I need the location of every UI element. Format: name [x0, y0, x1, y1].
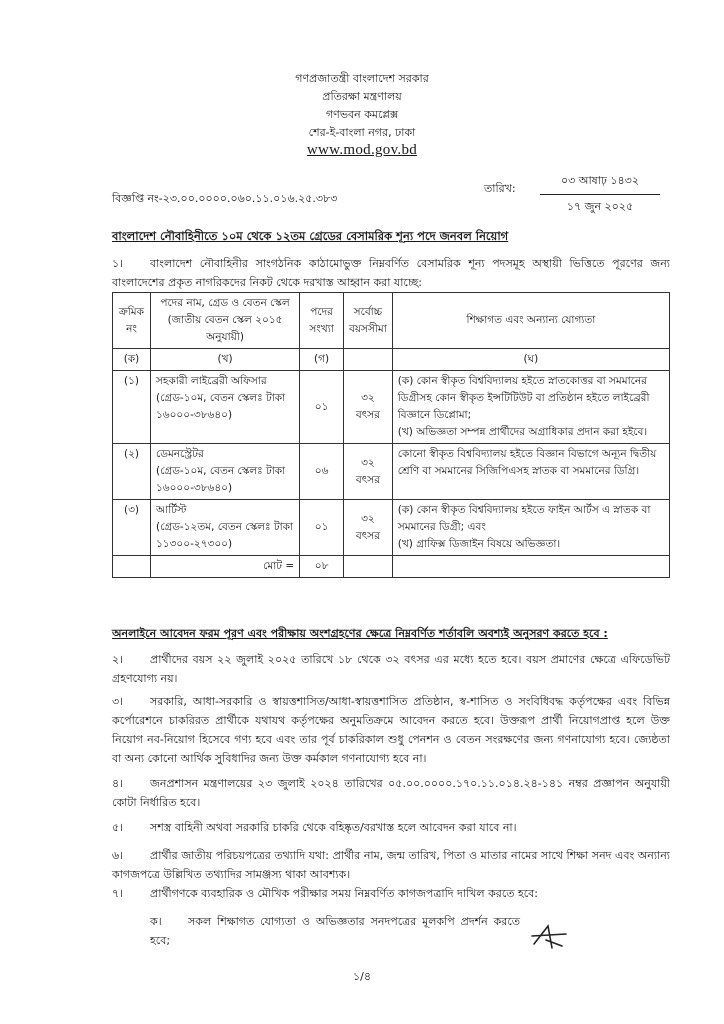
- total-blank: [113, 556, 151, 578]
- signature-initial: [528, 920, 572, 952]
- date-label: তারিখ:: [484, 182, 516, 195]
- row-post: [150, 444, 299, 500]
- paragraph-number: ৪।: [112, 777, 124, 790]
- row-count: ০১: [300, 500, 344, 556]
- post-name: সহকারী লাইব্রেরী অফিসার: [155, 375, 267, 387]
- total-blank: [392, 556, 669, 578]
- vacancy-table: [112, 292, 670, 578]
- paragraph-number: ৫।: [112, 821, 124, 834]
- row-qualification: [392, 444, 669, 500]
- date-bangla: ০৩ আষাঢ় ১৪৩২: [561, 174, 639, 187]
- paragraph-text: প্রার্থীদের বয়স ২২ জুলাই ২০২৫ তারিখে ১৮ থেকে ৩২ বৎসর এর মধ্যে হতে হবে। বয়স প্রমাণের ক্ষেত্রে এফিডেভিট গ্রহণযোগ্য নয়।: [112, 653, 670, 685]
- total-label: মোট =: [150, 556, 299, 578]
- website-link[interactable]: www.mod.gov.bd: [306, 142, 418, 158]
- post-name: আর্টিস্ট: [155, 504, 187, 516]
- condition-paragraph: [112, 774, 670, 812]
- paragraph-number: ৭।: [112, 887, 124, 900]
- paragraph-text: প্রার্থীর জাতীয় পরিচয়পত্রের তথ্যাদি যথা: প্রার্থীর নাম, জন্ম তারিখ, পিতা ও মাতার নামের সাথে শিক্ষা সনদ এবং অন্যান্য কাগজপত্রে উল্লিখিত তথ্যাদির সামঞ্জস্য থাকা আবশ্যক।: [112, 849, 670, 881]
- header-post: পদের নাম, গ্রেড ও বেতন স্কেল (জাতীয় বেতন স্কেল ২০১৫ অনুযায়ী): [150, 293, 299, 349]
- qualification-item: (ক) কোন স্বীকৃত বিশ্ববিদ্যালয় হইতে স্নাতকোত্তর বা সমমানের ডিগ্রীসহ কোন স্বীকৃত ইন্সটিটিউট বা প্রতিষ্ঠান হইতে লাইব্রেরী বিজ্ঞানে ডিপ্লোমা;: [397, 375, 650, 421]
- paragraph-text: সশস্ত্র বাহিনী অথবা সরকারি চাকরি থেকে বহিষ্কৃত/বরখাস্ত হলে আবেদন করা যাবে না।: [150, 821, 517, 834]
- row-post: [150, 500, 299, 556]
- post-scale: (গ্রেড-১০ম, বেতন স্কেলঃ টাকা ১৬০০০-৩৮৬৪০): [155, 392, 286, 421]
- paragraph-text: বাংলাদেশ নৌবাহিনীর সাংগঠনিক কাঠামোভুক্ত নিম্নবর্ণিত বেসামরিক শূন্য পদসমূহ অস্থায়ী ভিত্তিতে পূরণের জন্য বাংলাদেশের প্রকৃত নাগরিকদের নিকট থেকে দরখাস্ত আহ্বান করা যাচ্ছে:: [112, 257, 670, 289]
- post-scale: (গ্রেড-১২তম, বেতন স্কেলঃ টাকা ১১৩০০-২৭৩০০): [155, 521, 294, 550]
- label-serial: (ক): [113, 349, 151, 371]
- table-header-row: [113, 293, 670, 349]
- label-count: (গ): [300, 349, 344, 371]
- row-qualification: [392, 371, 669, 444]
- qualification-item: (খ) গ্রাফিক্স ডিজাইন বিষয়ে অভিজ্ঞতা।: [397, 538, 561, 550]
- row-post: [150, 371, 299, 444]
- row-age: ৩২ বৎসর: [344, 444, 393, 500]
- row-age: ৩২ বৎসর: [344, 500, 393, 556]
- paragraph-text: সরকারি, আধা-সরকারি ও স্বায়ত্তশাসিত/আধা-স্বায়ত্তশাসিত প্রতিষ্ঠান, স্ব-শাসিত ও সংবিধিবদ্ধ কর্তৃপক্ষের এবং বিভিন্ন কর্পোরেশনে চাকরিরত প্রার্থীকে যথাযথ কর্তৃপক্ষের অনুমতিক্রমে আবেদন করতে হবে। উক্তরূপ প্রার্থী নিয়োগপ্রাপ্ত হলে উক্ত নিয়োগ নব-নিয়োগ হিসেবে গণ্য হবে এবং তার পূর্ব চাকরিকাল শুধু পেনশন ও বেতন সংরক্ষণের জন্য গণনাযোগ্য হবে। জ্যেষ্ঠতা বা অন্য কোনো আর্থিক সুবিধাদির জন্য উক্ত কর্মকাল গণনাযোগ্য হবে না।: [112, 695, 670, 765]
- row-serial: (৩): [113, 500, 151, 556]
- memo-number: বিজ্ঞপ্তি নং-২৩.০০.০০০০.০৬০.১১.০১৬.২৫.৩৮৩: [112, 192, 338, 205]
- header-serial: ক্রমিক নং: [113, 293, 151, 349]
- post-name: ডেমনস্ট্রেটর: [155, 448, 204, 460]
- office-address: শের-ই-বাংলা নগর, ঢাকা: [308, 126, 416, 139]
- qualification-item: (ক) কোন স্বীকৃত বিশ্ববিদ্যালয় হইতে ফাইন আর্টস এ স্নাতক বা সমমানের ডিগ্রী; এবং: [397, 504, 651, 533]
- row-count: ০৬: [300, 444, 344, 500]
- sub-item-text: সকল শিক্ষাগত যোগ্যতা ও অভিজ্ঞতার সনদপত্রের মূলকপি প্রদর্শন করতে হবে;: [150, 915, 520, 947]
- row-serial: (২): [113, 444, 151, 500]
- header-qualification: শিক্ষাগত এবং অন্যান্য যোগ্যতা: [392, 293, 669, 349]
- intro-paragraph: [112, 254, 670, 292]
- condition-paragraph: [112, 650, 670, 688]
- header-count: পদের সংখ্যা: [300, 293, 344, 349]
- condition-paragraph: [112, 692, 670, 768]
- page-number: ১/৪: [353, 970, 371, 983]
- total-blank: [344, 556, 393, 578]
- table-row: [113, 371, 670, 444]
- govt-name: গণপ্রজাতন্ত্রী বাংলাদেশ সরকার: [295, 72, 429, 85]
- row-age: ৩২ বৎসর: [344, 371, 393, 444]
- condition-paragraph: [112, 884, 670, 903]
- qualification-item: (খ) অভিজ্ঞতা সম্পন্ন প্রার্থীদের অগ্রাধিকার প্রদান করা হইবে।: [397, 426, 648, 438]
- table-row: [113, 500, 670, 556]
- notice-title: বাংলাদেশ নৌবাহিনীতে ১০ম থেকে ১২তম গ্রেডের বেসামরিক শূন্য পদে জনবল নিয়োগ: [112, 229, 509, 243]
- office-name: গণভবন কমপ্লেক্স: [325, 108, 399, 121]
- paragraph-number: ৬।: [112, 849, 124, 862]
- table-row: [113, 444, 670, 500]
- condition-paragraph: [112, 846, 670, 884]
- header-age: সর্বোচ্চ বয়সসীমা: [344, 293, 393, 349]
- row-count: ০১: [300, 371, 344, 444]
- paragraph-number: ১।: [112, 257, 124, 270]
- post-scale: (গ্রেড-১০ম, বেতন স্কেলঃ টাকা ১৬০০০-৩৮৬৪০): [155, 465, 286, 494]
- date-block: [540, 172, 660, 217]
- paragraph-number: ২।: [112, 653, 124, 666]
- condition-paragraph: [112, 818, 670, 837]
- paragraph-text: জনপ্রশাসন মন্ত্রণালয়ের ২৩ জুলাই ২০২৪ তারিখের ০৫.০০.০০০০.১৭০.১১.০১৪.২৪-১৪১ নম্বর প্রজ্ঞাপন অনুযায়ী কোটা নির্ধারিত হবে।: [112, 777, 670, 809]
- conditions-title: অনলাইনে আবেদন ফরম পূরণ এবং পরীক্ষায় অংশগ্রহণের ক্ষেত্রে নিম্নবর্ণিত শর্তাবলি অবশ্যই অনুসরণ করতে হবে :: [112, 627, 608, 640]
- ministry-name: প্রতিরক্ষা মন্ত্রণালয়: [322, 90, 402, 103]
- table-total-row: [113, 556, 670, 578]
- label-qualification: (ঘ): [392, 349, 669, 371]
- label-post: (খ): [150, 349, 299, 371]
- sub-item: [150, 912, 520, 950]
- qualification-item: কোনো স্বীকৃত বিশ্ববিদ্যালয় হইতে বিজ্ঞান বিভাগে অন্যূন দ্বিতীয় শ্রেণি বা সমমানের সিজিপিএসহ স্নাতক বা সমমানের ডিগ্রি।: [397, 448, 657, 477]
- row-serial: (১): [113, 371, 151, 444]
- total-value: ০৮: [300, 556, 344, 578]
- date-divider: [540, 194, 660, 195]
- paragraph-number: ৩।: [112, 695, 124, 708]
- sub-item-number: ক।: [150, 915, 162, 928]
- table-label-row: [113, 349, 670, 371]
- label-age: [344, 349, 393, 371]
- paragraph-text: প্রার্থীগণকে ব্যবহারিক ও মৌখিক পরীক্ষার সময় নিম্নবর্ণিত কাগজপত্রাদি দাখিল করতে হবে:: [150, 887, 539, 900]
- row-qualification: [392, 500, 669, 556]
- date-english: ১৭ জুন ২০২৫: [566, 200, 634, 213]
